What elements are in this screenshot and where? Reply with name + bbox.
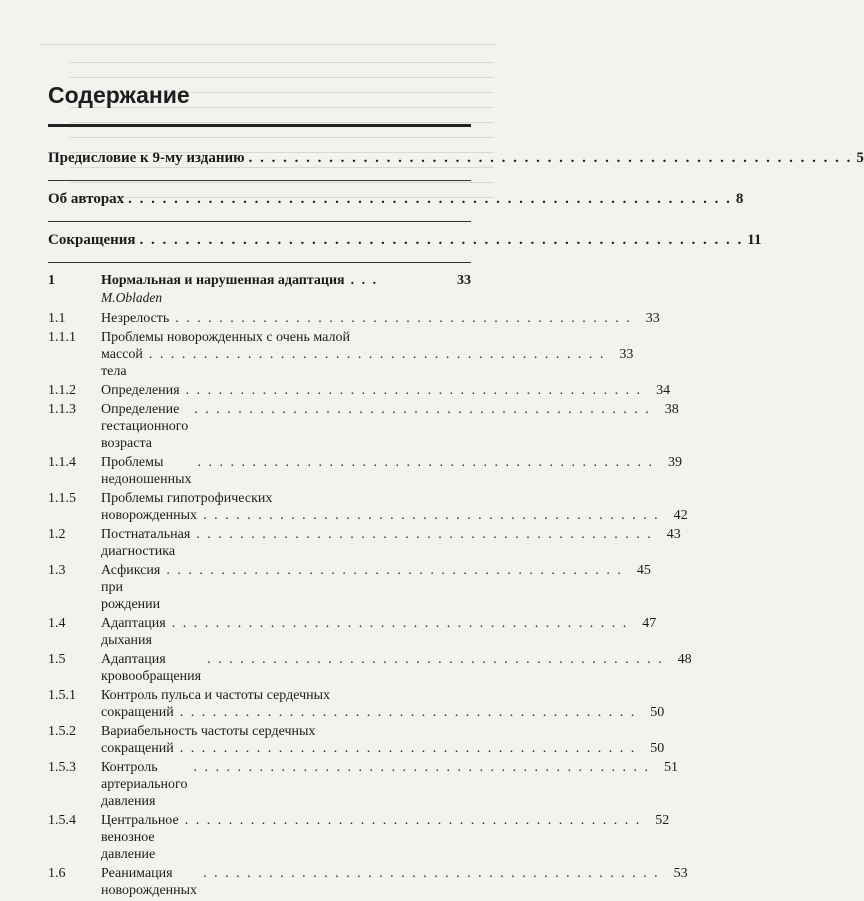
chapter-heading[interactable] [48,273,471,289]
section-title-line: Определения [101,383,180,398]
section-title-line: Центральное венозное давление [101,813,179,862]
leader-dots [193,759,650,776]
front-matter-item[interactable] [48,150,864,172]
section-title-line: Определение гестационного возраста [101,402,189,451]
section-number: 1.4 [48,616,66,631]
section-title-line: Проблемы недоношенных [101,455,192,487]
toc-entry[interactable] [48,759,678,810]
front-matter-item[interactable] [48,232,762,254]
leader-dots [207,651,664,668]
chapter-number: 1 [48,273,55,288]
page-number: 50 [650,705,665,720]
section-title-line: Незрелость [101,311,170,326]
table-of-contents [48,150,864,901]
leader-dots [166,562,623,579]
section-number: 1.5.4 [48,813,76,828]
page-number: 39 [668,455,683,470]
section-title [101,651,692,685]
page-number: 8 [735,191,744,207]
section-title-line: сокращений [101,741,174,756]
page-number: 33 [457,273,471,288]
section-title [101,401,679,452]
page-number: 45 [636,563,651,578]
page-number: 33 [645,311,660,326]
toc-entry[interactable] [48,382,671,399]
leader-dots [203,507,660,524]
section-title-line: массой тела [101,347,143,379]
toc-entry[interactable] [48,562,651,613]
divider [48,180,471,181]
page-number: 34 [656,383,671,398]
page-number: 51 [663,760,678,775]
toc-entry[interactable] [48,454,683,488]
leader-dots [203,865,660,882]
section-number: 1.1.1 [48,330,76,345]
leader-dots [172,615,629,632]
page-number: 47 [642,616,657,631]
chapter-author: M.Obladen [101,290,163,305]
leader-dots [175,310,632,327]
section-title-line: Постнатальная диагностика [101,527,191,559]
front-matter-title: Об авторах [48,191,125,207]
leader-dots [140,232,744,249]
toc-entry[interactable] [48,329,634,380]
section-number: 1.1.4 [48,455,76,470]
front-matter-title: Сокращения [48,232,136,248]
section-number: 1.1 [48,311,66,326]
toc-entry[interactable] [48,490,688,524]
leader-dots [185,812,642,829]
section-title-line: Вариабельность частоты сердечных [101,724,316,739]
section-title [101,490,688,524]
section-title [101,562,651,613]
section-number: 1.5.1 [48,688,76,703]
page-header-rule [40,44,496,45]
page-number: 42 [673,508,688,523]
section-title [101,615,656,649]
page-number: 38 [664,402,679,417]
section-title-line: Контроль артериального давления [101,760,188,809]
section-list [48,310,692,899]
page-number: 50 [650,741,665,756]
section-number: 1.6 [48,866,66,881]
section-title-line: Адаптация кровообращения [101,652,202,684]
section-number: 1.5.2 [48,724,76,739]
section-number: 1.5.3 [48,760,76,775]
section-title-line: Реанимация новорожденных [101,866,198,898]
page-number: 33 [619,347,634,362]
chapter-title: Нормальная и нарушенная адаптация [101,273,345,288]
section-title-line: сокращений [101,705,174,720]
front-matter-title: Предисловие к 9-му изданию [48,150,245,166]
section-title [101,526,681,560]
section-title-line: Адаптация дыхания [101,616,166,648]
section-number: 1.1.5 [48,491,76,506]
toc-entry[interactable] [48,615,657,649]
section-title [101,310,660,327]
section-title [101,865,688,899]
section-number: 1.5 [48,652,66,667]
section-title-line: Асфиксия при рождении [101,563,161,612]
toc-entry[interactable] [48,865,688,899]
section-number: 1.2 [48,527,66,542]
leader-dots [128,191,732,208]
section-title [101,382,670,399]
section-title [101,723,664,757]
toc-entry[interactable] [48,401,679,452]
divider [48,262,471,263]
toc-entry[interactable] [48,310,660,327]
leader-dots [149,346,606,363]
page-number: 43 [666,527,681,542]
section-title-line: Проблемы новорожденных с очень малой [101,330,350,345]
leader-dots [180,704,637,721]
page-number: 11 [747,232,762,248]
front-matter-item[interactable] [48,191,744,213]
leader-dots [196,526,653,543]
section-title [101,812,669,863]
toc-entry[interactable] [48,651,692,685]
section-number: 1.3 [48,563,66,578]
title-rule [48,124,471,127]
page-title: Содержание [48,82,190,108]
section-title [101,759,678,810]
divider [48,221,471,222]
page-number: 5 [856,150,864,166]
page-number: 48 [677,652,692,667]
section-title [101,329,633,380]
leader-dots [180,740,637,757]
leader-dots: . . . [350,273,379,288]
page-number: 53 [673,866,688,881]
toc-entry[interactable] [48,526,681,560]
toc-entry[interactable] [48,687,665,721]
leader-dots [249,150,853,167]
section-number: 1.1.3 [48,402,76,417]
toc-entry[interactable] [48,723,665,757]
section-title-line: Контроль пульса и частоты сердечных [101,688,331,703]
section-title-line: новорожденных [101,508,198,523]
section-number: 1.1.2 [48,383,76,398]
section-title [101,454,682,488]
section-title-line: Проблемы гипотрофических [101,491,273,506]
toc-entry[interactable] [48,812,670,863]
leader-dots [186,382,643,399]
page-number: 52 [655,813,670,828]
section-title [101,687,664,721]
leader-dots [198,454,655,471]
leader-dots [194,401,651,418]
